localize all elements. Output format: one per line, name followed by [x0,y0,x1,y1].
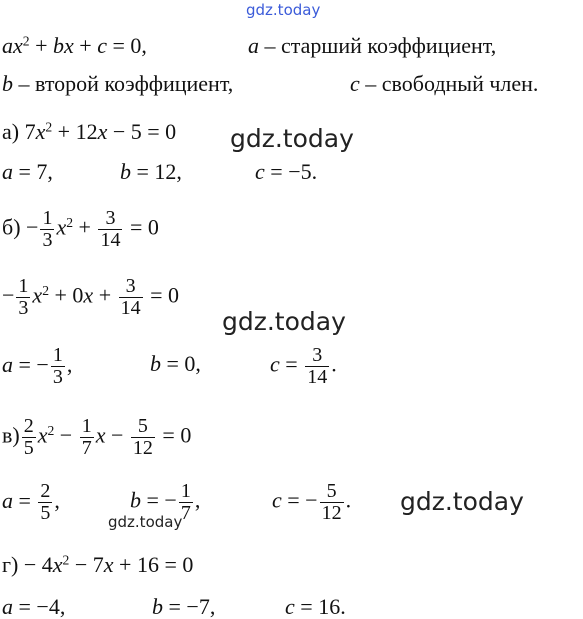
part-b-coefficients [2,344,337,388]
part-g-label: г) [2,552,19,577]
part-v-coef-a: a = $\frac{2}{5}$ , [2,480,60,524]
part-a-a-value: 7 [36,159,48,184]
fraction-1-3: $\frac{1}{3}$ [18,275,29,319]
a-description: a – старший коэффициент, [248,33,497,58]
watermark-b: gdz.today [222,307,346,336]
part-a-coef-a: a = 7, [2,159,53,184]
c-description: c – свободный член. [350,71,539,96]
part-v-coef-c: c = − $\frac{5}{12}$ . [272,480,352,524]
fraction-1-7: $\frac{1}{7}$ [180,480,191,524]
part-g-equation: $г) - 4x^2 - 7x + 16 = 0$ [2,552,194,577]
part-b-equation: б) − $\frac{1}{3}$ $x^2$ + $\frac{3}{14}$ = 0 [2,207,159,251]
part-g-coef-a: a = −4, [2,594,66,619]
part-b-coef-a: a = − $\frac{1}{3}$ , [2,344,73,388]
part-a-c-value: −5 [288,159,312,184]
fraction-3-14: $\frac{3}{14}$ [307,344,328,388]
fraction-3-14: $\frac{3}{14}$ [120,275,141,319]
intro-line-1 [2,33,497,58]
fraction-5-12: $\frac{5}{12}$ [132,415,153,459]
part-b-rewritten: − $\frac{1}{3}$ $x^2 + 0x$ + $\frac{3}{14}$ = 0 [2,275,180,319]
part-g-coefficients [2,594,346,619]
part-a-equation: а) $7x^2 + 12x - 5 = 0$ [2,119,177,144]
part-a-coefficients [2,159,318,184]
intro-line-2 [2,71,539,96]
fraction-2-5: $\frac{2}{5}$ [40,480,51,524]
part-g-c-value: 16 [318,594,341,619]
part-v-coef-b: b = − $\frac{1}{7}$ , [130,480,201,524]
part-a-label: а) [2,119,20,144]
fraction-1-7: $\frac{1}{7}$ [81,415,92,459]
part-b-coef-c: c = $\frac{3}{14}$ . [270,344,337,388]
part-g-coef-c: c = 16. [285,594,346,619]
fraction-1-3: $\frac{1}{3}$ [42,207,53,251]
part-v-label: в) [2,422,20,448]
fraction-3-14: $\frac{3}{14}$ [100,207,121,251]
part-v-equation: в) $\frac{2}{5}$ $x^2$ − $\frac{1}{7}$ x − $\frac{5}{12}$ = 0 [2,415,192,459]
fraction-1-3: $\frac{1}{3}$ [52,344,63,388]
watermark-a: gdz.today [230,124,354,153]
general-equation: $ax^2$ + bx + c = 0, [2,33,147,58]
watermark-v-large: gdz.today [400,487,524,516]
part-a-b-value: 12 [154,159,177,184]
fraction-5-12: $\frac{5}{12}$ [321,480,342,524]
part-g-b-value: −7 [186,594,210,619]
part-b-coef-b: b = 0, [150,351,201,376]
b-description: b – второй коэффициент, [2,71,234,96]
watermark-v-small: gdz.today [108,513,183,531]
part-g-a-value: −4 [36,594,60,619]
part-b-b-value: 0 [184,351,196,376]
part-a-coef-c: c = −5. [255,159,318,184]
part-g-coef-b: b = −7, [152,594,216,619]
watermark-top: gdz.today [246,1,321,19]
part-a-coef-b: b = 12, [120,159,182,184]
fraction-2-5: $\frac{2}{5}$ [23,415,34,459]
part-b-label: б) [2,214,21,240]
